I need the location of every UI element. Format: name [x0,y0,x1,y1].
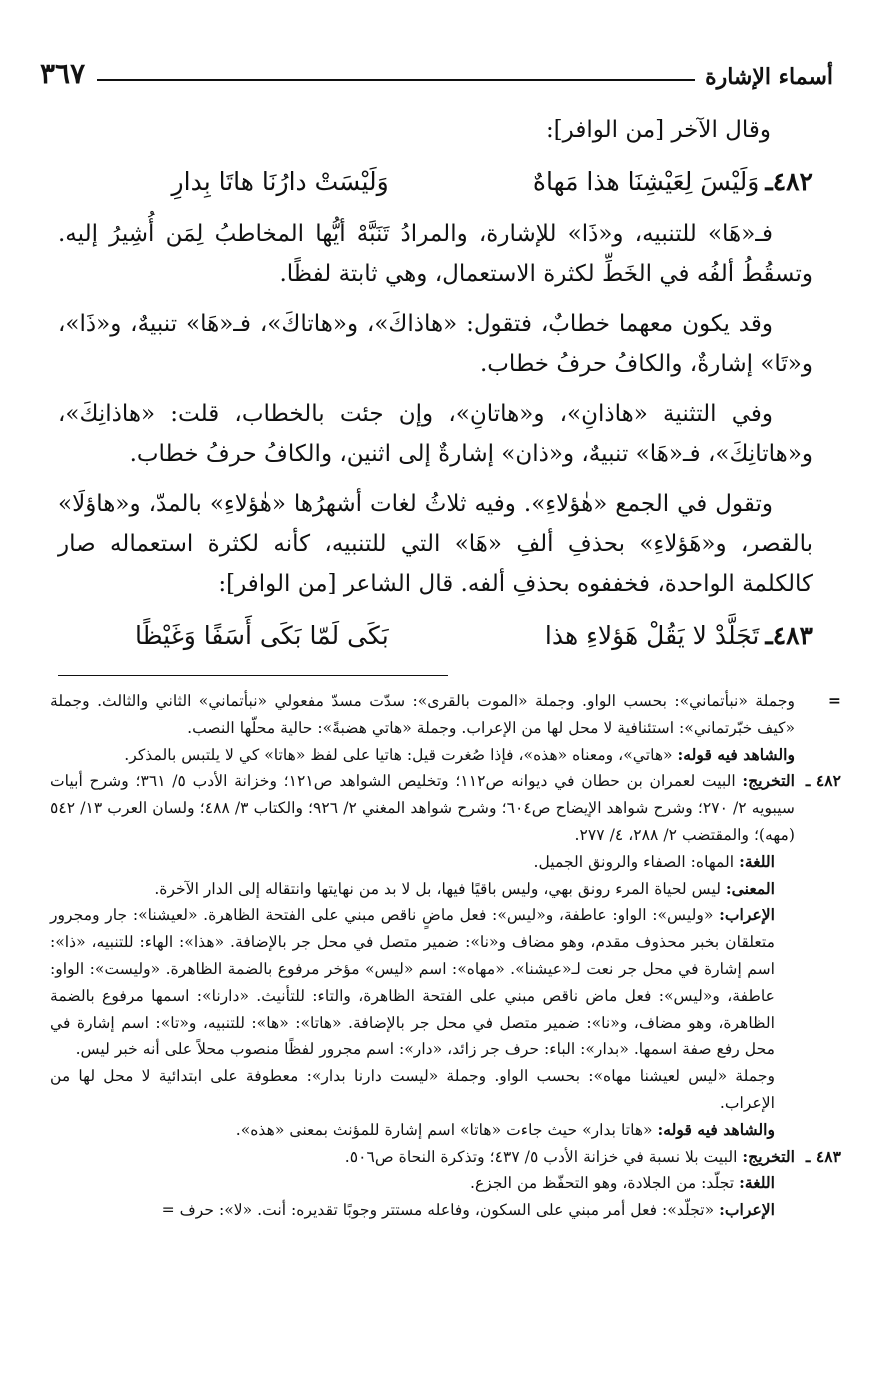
footnote-number [795,1117,841,1144]
verse-second-hemistich: بَكَى لَمّا بَكَى أَسَفًا وَغَيْظًا [135,621,389,650]
footnote-text: وجملة «ليس لعيشنا مهاه»: بحسب الواو. وجملة «ليست دارنا بدار»: معطوفة على ابتدائية لا محل لها من الإعراب. [50,1067,775,1112]
footnote-number: = [827,691,841,710]
footnote-text: تجلّد: من الجلادة، وهو التحفّظ من الجزع. [469,1174,740,1193]
footnote-number [795,902,841,1063]
footnote-label: التخريج: [742,771,796,791]
verse-number: ٤٨٣ـ [765,621,813,650]
footnote [50,849,841,876]
footnote-number [795,742,841,769]
footnote-label: والشاهد فيه قوله: [677,744,795,764]
verse-482 [58,160,813,204]
footnote-text: «تجلّد»: فعل أمر مبني على السكون، وفاعله مستتر وجوبًا تقديره: أنت. «لا»: حرف = [161,1201,720,1220]
footnote-text: البيت لعمران بن حطان في ديوانه ص١١٢؛ وتخليص الشواهد ص١٢١؛ وخزانة الأدب ٥/ ٣٦١؛ وشرح أبيات سيبويه ٢/ ٢٧٠؛ وشرح شواهد الإيضاح ص٦٠٤؛ وشرح شواهد المغني ٢/ ٩٢٦؛ والكتاب ٣/ ٤٨٨؛ ولسان العرب ١٣/ ٥٤٢ (مهه)؛ والمقتضب ٢/ ٢٨٨، ٤/ ٢٧٧. [50,772,795,844]
footnote-text: «وليس»: الواو: عاطفة، و«ليس»: فعل ماضٍ ناقص مبني على الفتحة الظاهرة. «لعيشنا»: جار ومجرور متعلقان بخبر محذوف مقدم، وهو مضاف و«نا»: ضمير متصل في محل جر بالإضافة. «هذا»: الهاء: للتنبيه، «ذا»: اسم إشارة في محل جر نعت لـ«عيشنا». «مهاه»: اسم «ليس» مؤخر مرفوع بالضمة الظاهرة. «وليست»: الواو: عاطفة، و«ليس»: فعل ماض ناقص مبني على الفتحة الظاهرة، والتاء: للتأنيث. «دارنا»: اسمها مرفوع بالضمة الظاهرة، وهو مضاف، و«نا»: ضمير متصل في محل جر بالإضافة. «هاتا»: «ها»: للتنبيه، و«تا»: اسم إشارة في محل رفع صفة اسمها. «بدار»: الباء: حرف جر زائد، «دار»: اسم مجرور لفظًا منصوب محلاً على أنه خبر ليس. [50,906,775,1059]
footnote [50,1117,841,1144]
footnote-number [795,849,841,876]
footnote [50,1063,841,1117]
footnote-label: المعنى: [725,878,775,898]
page-header [40,50,833,90]
paragraph: وتقول في الجمع «هٰؤلاءِ». وفيه ثلاثُ لغات أشهرُها «هٰؤلاءِ» بالمدّ، و«هاؤلَا» بالقصر، و«هَؤلاءِ» بحذفِ ألفِ «هَا» التي للتنبيه، كأنه لكثرة استعماله صار كالكلمة الواحدة، فخففوه بحذفِ ألفه. قال الشاعر [من الوافر]: [58,491,813,597]
footnote-text: البيت بلا نسبة في خزانة الأدب ٥/ ٤٣٧؛ وتذكرة النحاة ص٥٠٦. [344,1147,743,1166]
footnote [50,902,841,1063]
footnote [50,1144,841,1171]
page-number: ٣٦٧ [40,57,86,90]
verse-intro: وقال الآخر [من الوافر]: [545,117,771,143]
verse-first-hemistich: تَجَلَّدْ لا يَقُلْ هَؤلاءِ هذا [544,621,760,650]
footnote-text: «هاتا بدار» حيث جاءت «هاتا» اسم إشارة للمؤنث بمعنى «هذه». [235,1120,658,1139]
footnote-text: «هاتي»، ومعناه «هذه»، فإذا صُغرت قيل: هاتيا على لفظ «هاتا» كي لا يلتبس بالمذكر. [124,745,678,764]
footnote-label: التخريج: [742,1146,795,1166]
verse-second-hemistich: وَلَيْسَتْ دارُنَا هاتَا بِدارِ [171,167,389,196]
footnote-number: ٤٨٣ ـ [805,1146,841,1166]
footnote [50,742,841,769]
main-text [58,110,813,668]
footnote-label: والشاهد فيه قوله: [657,1119,775,1139]
footnote-label: اللغة: [739,1173,775,1193]
footnote [50,768,841,848]
footnote-number [795,876,841,903]
footnote [50,1170,841,1197]
footnote-label: الإعراب: [719,1200,775,1220]
footnotes [50,688,841,1224]
footnote-number [795,1197,841,1224]
verse-first-hemistich: وَلَيْسَ لِعَيْشِنَا هذا مَهاهٌ [532,167,760,196]
footnote-text: المهاه: الصفاء والرونق الجميل. [533,852,740,871]
verse-483 [58,614,813,658]
footnote [50,876,841,903]
footnote-separator [58,675,448,676]
running-title: أسماء الإشارة [705,64,833,90]
footnote-number [795,1170,841,1197]
footnote-number: ٤٨٢ ـ [805,771,841,791]
header-rule [97,79,695,81]
footnote-number [795,1063,841,1117]
footnote-label: اللغة: [739,851,775,871]
verse-number: ٤٨٢ـ [765,167,813,196]
paragraph: وفي التثنية «هاذانِ»، و«هاتانِ»، وإن جئت بالخطاب، قلت: «هاذانِكَ»، و«هاتانِكَ»، فـ«هَا» تنبيهٌ، و«ذان» إشارةٌ إلى اثنين، والكافُ حرفُ خطاب. [58,401,813,467]
footnote-text: ليس لحياة المرء رونق بهي، وليس باقيًا فيها، بل لا بد من نهايتها وانتقاله إلى الدار الآخرة. [154,879,726,898]
footnote-text: وجملة «نبأتماني»: بحسب الواو. وجملة «الموت بالقرى»: سدّت مسدّ مفعولي «نبأتماني» الثاني والثالث. وجملة «كيف خبّرتماني»: استئنافية لا محل لها من الإعراب. وجملة «هاتي هضبةً»: حالية محلّها النصب. [50,692,795,737]
footnote [50,688,841,742]
footnote-label: الإعراب: [719,905,775,925]
paragraph: فـ«هَا» للتنبيه، و«ذَا» للإشارة، والمرادُ تَنَبَّهْ أيُّها المخاطبُ لِمَن أُشِيرُ إليه. وتسقُطُ ألفُه في الخَطِّ لكثرة الاستعمال، وهي ثابتة لفظًا. [58,221,813,287]
footnote [50,1197,841,1224]
paragraph: وقد يكون معهما خطابٌ، فتقول: «هاذاكَ»، و«هاتاكَ»، فـ«هَا» تنبيهٌ، و«ذَا»، و«تَا» إشارةٌ، والكافُ حرفُ خطاب. [58,311,813,377]
